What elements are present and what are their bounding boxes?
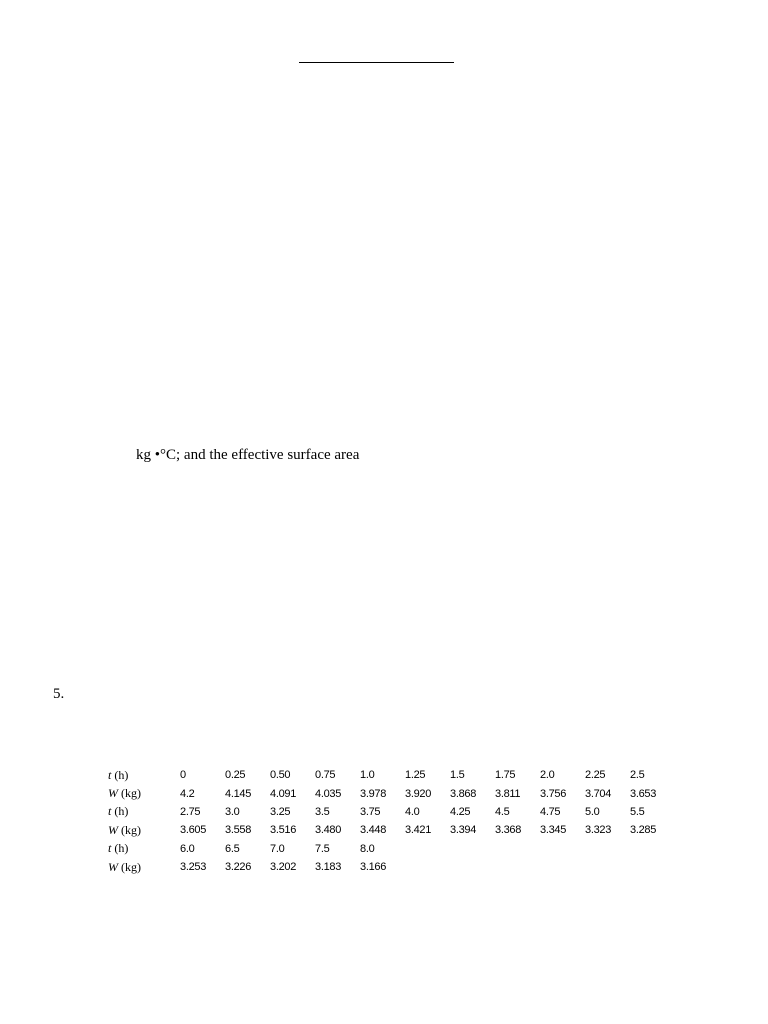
table-cell: 3.253 [180,861,207,874]
table-cell: 3.448 [360,824,387,837]
variable-symbol: W [108,822,118,837]
table-row [108,821,675,839]
table-cell: 3.285 [630,824,657,837]
table-cell: 3.5 [315,805,330,818]
row-label [108,784,180,802]
unit-label: (h) [111,804,129,819]
table-cell: 3.75 [360,805,381,818]
table-cell: 3.558 [225,824,252,837]
table-cell: 4.75 [540,805,561,818]
row-label [108,803,180,821]
problem-number: 5. [53,686,65,702]
table-cell: 3.226 [225,861,252,874]
table-cell: 3.653 [630,787,657,800]
table-cell: 3.868 [450,787,477,800]
variable-symbol: W [108,859,118,874]
table-cell: 3.421 [405,824,432,837]
table-cell: 1.0 [360,769,375,782]
table-cell: 4.035 [315,787,342,800]
row-label [108,858,180,876]
variable-symbol: t [108,804,112,819]
data-table [108,766,675,876]
table-cell: 0.25 [225,769,246,782]
table-cell: 8.0 [360,842,375,855]
table-cell: 3.183 [315,861,342,874]
table-row [108,858,675,876]
variable-symbol: t [108,767,112,782]
table-cell: 2.5 [630,769,645,782]
table-cell: 3.480 [315,824,342,837]
table-cell: 3.704 [585,787,612,800]
table-row [108,803,675,821]
table-cell: 5.5 [630,805,645,818]
table-cell: 3.0 [225,805,240,818]
table-cell: 4.5 [495,805,510,818]
table-cell: 4.0 [405,805,420,818]
row-label [108,840,180,858]
row-label [108,821,180,839]
table-row [108,840,675,858]
table-cell: 6.5 [225,842,240,855]
table-row [108,784,675,802]
table-cell: 2.0 [540,769,555,782]
unit-label: (h) [111,767,129,782]
unit-label: (kg) [118,786,141,801]
table-cell: 4.2 [180,787,195,800]
table-cell: 3.920 [405,787,432,800]
table-cell: 3.25 [270,805,291,818]
table-cell: 3.202 [270,861,297,874]
table-cell: 1.75 [495,769,516,782]
variable-symbol: W [108,786,118,801]
unit-label: (h) [111,841,129,856]
table-cell: 3.516 [270,824,297,837]
table-cell: 3.166 [360,861,387,874]
table-cell: 4.091 [270,787,297,800]
table-cell: 3.756 [540,787,567,800]
table-cell: 3.345 [540,824,567,837]
unit-label: (kg) [118,822,141,837]
table-cell: 1.25 [405,769,426,782]
text-fragment: kg •°C; and the effective surface area [136,447,360,463]
table-cell: 2.75 [180,805,201,818]
table-cell: 3.605 [180,824,207,837]
table-cell: 3.368 [495,824,522,837]
table-cell: 3.394 [450,824,477,837]
table-cell: 0.75 [315,769,336,782]
table-cell: 3.323 [585,824,612,837]
table-cell: 5.0 [585,805,600,818]
table-cell: 3.811 [495,787,521,800]
table-cell: 0 [180,769,186,782]
table-cell: 0.50 [270,769,291,782]
name-blank-line [299,62,454,63]
table-cell: 2.25 [585,769,606,782]
table-cell: 1.5 [450,769,465,782]
table-row [108,766,675,784]
unit-label: (kg) [118,859,141,874]
table-cell: 3.978 [360,787,387,800]
row-label [108,766,180,784]
variable-symbol: t [108,841,112,856]
table-cell: 7.5 [315,842,330,855]
table-cell: 4.145 [225,787,252,800]
table-cell: 4.25 [450,805,471,818]
table-cell: 6.0 [180,842,195,855]
table-cell: 7.0 [270,842,285,855]
